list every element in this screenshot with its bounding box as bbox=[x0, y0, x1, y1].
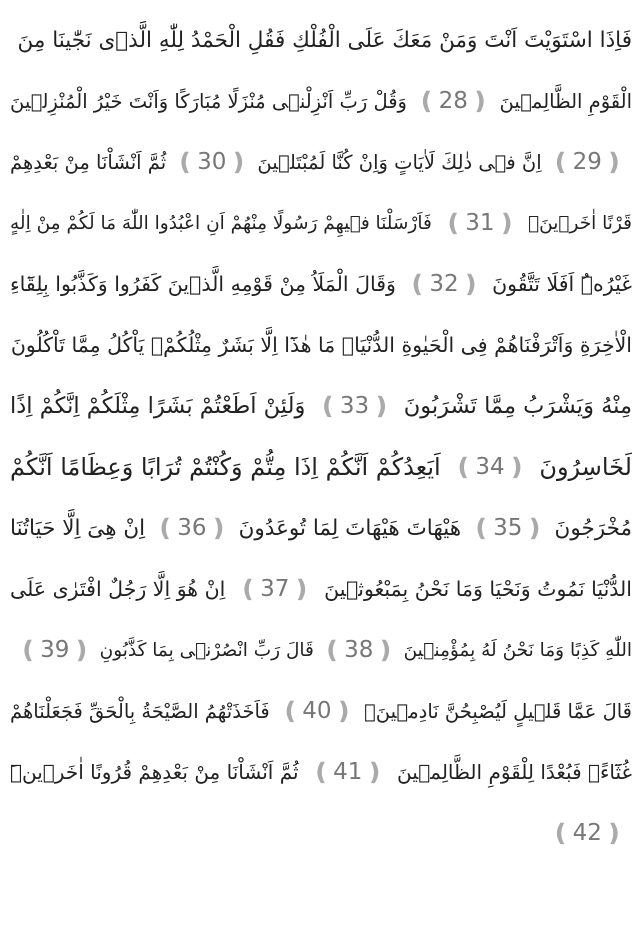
verse-text: مُخْرَجُونَ bbox=[554, 516, 632, 541]
verse-text: ثُمَّ اَنْشَاْنَا مِنْ بَعْدِهِمْ bbox=[10, 151, 167, 174]
text-line bbox=[10, 559, 632, 620]
verse-text: غُثَٓاءًۚ فَبُعْدًا لِلْقَوْمِ الظَّالِمٖينَ bbox=[397, 760, 632, 784]
text-line bbox=[10, 681, 632, 742]
verse-number-marker bbox=[276, 697, 358, 727]
verse-number: 28 bbox=[438, 88, 468, 114]
verse-number: 33 bbox=[339, 393, 370, 419]
verse-number-marker bbox=[449, 453, 531, 483]
ornament-left-icon: ❪ bbox=[471, 514, 492, 542]
verse-text: الْقَوْمِ الظَّالِمٖينَ bbox=[499, 90, 632, 113]
verse-number: 30 bbox=[197, 149, 227, 175]
text-line bbox=[10, 193, 632, 254]
verse-text: الدُّنْيَا نَمُوتُ وَنَحْيَا وَمَا نَحْنُ بِمَبْعُوثٖينَ bbox=[324, 577, 632, 601]
text-line bbox=[10, 132, 632, 193]
verse-number: 39 bbox=[40, 637, 70, 663]
ornament-right-icon: ❫ bbox=[364, 758, 385, 786]
text-line bbox=[10, 254, 632, 315]
verse-number: 41 bbox=[333, 759, 363, 785]
verse-number-marker bbox=[412, 87, 494, 117]
verse-text: فَاَرْسَلْنَا فٖيهِمْ رَسُولًا مِنْهُمْ اَنِ اعْبُدُوا اللّٰهَ مَا لَكُمْ مِنْ اِلٰهٍ bbox=[10, 213, 432, 234]
text-line bbox=[10, 315, 632, 376]
verse-number-marker bbox=[318, 636, 400, 666]
ornament-right-icon: ❫ bbox=[496, 209, 517, 237]
verse-number: 29 bbox=[572, 149, 602, 175]
ornament-right-icon: ❫ bbox=[506, 453, 527, 481]
ornament-right-icon: ❫ bbox=[375, 636, 396, 664]
ornament-left-icon: ❪ bbox=[155, 514, 176, 542]
verse-text: اِنَّ فٖى ذٰلِكَ لَاٰيَاتٍ وَاِنْ كُنَّا لَمُبْتَلٖينَ bbox=[257, 151, 542, 174]
ornament-right-icon: ❫ bbox=[460, 270, 481, 298]
verse-number: 38 bbox=[344, 637, 374, 663]
verse-text: اَيَعِدُكُمْ اَنَّكُمْ اِذَا مِتُّمْ وَكُنْتُمْ تُرَابًا وَعِظَامًا اَنَّكُمْ bbox=[10, 453, 441, 481]
text-line bbox=[10, 376, 632, 437]
verse-text: وَقُلْ رَبِّ اَنْزِلْنٖى مُنْزَلًا مُبَارَكًا وَاَنْتَ خَيْرُ الْمُنْزِلٖينَ bbox=[10, 90, 407, 113]
verse-text: لَخَاسِرُونَ bbox=[539, 453, 632, 481]
text-line bbox=[10, 437, 632, 498]
verse-text: اِنْ هُوَ اِلَّا رَجُلٌ افْتَرٰى عَلَى bbox=[10, 577, 226, 601]
text-line bbox=[10, 620, 632, 681]
text-line bbox=[10, 71, 632, 132]
ornament-right-icon: ❫ bbox=[603, 819, 624, 847]
ornament-right-icon: ❫ bbox=[603, 148, 624, 176]
verse-text: اللّٰهِ كَذِبًا وَمَا نَحْنُ لَهُ بِمُؤْمِنٖينَ bbox=[403, 640, 632, 661]
text-block bbox=[10, 10, 632, 864]
ornament-right-icon: ❫ bbox=[208, 514, 229, 542]
verse-number: 42 bbox=[572, 820, 602, 846]
ornament-left-icon: ❪ bbox=[416, 87, 437, 115]
ornament-left-icon: ❪ bbox=[550, 148, 571, 176]
ornament-left-icon: ❪ bbox=[311, 758, 332, 786]
ornament-left-icon: ❪ bbox=[18, 636, 39, 664]
verse-text: غَيْرُهُۜ اَفَلَا تَتَّقُونَ bbox=[492, 272, 632, 296]
ornament-left-icon: ❪ bbox=[280, 697, 301, 725]
verse-text: قَرْنًا اٰخَرٖينَۚ bbox=[528, 213, 632, 234]
text-line bbox=[10, 742, 632, 803]
text-line bbox=[10, 10, 632, 71]
ornament-left-icon: ❪ bbox=[407, 270, 428, 298]
verse-text: قَالَ رَبِّ انْصُرْنٖى بِمَا كَذَّبُونِ bbox=[99, 640, 314, 661]
verse-number-marker bbox=[151, 514, 233, 544]
verse-text: وَلَئِنْ اَطَعْتُمْ بَشَرًا مِثْلَكُمْ اِنَّكُمْ اِذًا bbox=[10, 393, 306, 419]
ornament-left-icon: ❪ bbox=[322, 636, 343, 664]
verse-text: وَقَالَ الْمَلَاُ مِنْ قَوْمِهِ الَّذٖينَ كَفَرُوا وَكَذَّبُوا بِلِقَٓاءِ bbox=[10, 272, 396, 296]
ornament-left-icon: ❪ bbox=[443, 209, 464, 237]
verse-text: هَيْهَاتَ هَيْهَاتَ لِمَا تُوعَدُونَ bbox=[238, 516, 462, 541]
ornament-right-icon: ❫ bbox=[228, 148, 249, 176]
verse-text: فَاَخَذَتْهُمُ الصَّيْحَةُ بِالْحَقِّ فَجَعَلْنَاهُمْ bbox=[10, 700, 270, 723]
ornament-right-icon: ❫ bbox=[469, 87, 490, 115]
ornament-right-icon: ❫ bbox=[371, 392, 392, 420]
verse-text: مِنْهُ وَيَشْرَبُ مِمَّا تَشْرَبُونَ bbox=[403, 393, 632, 419]
verse-text: ثُمَّ اَنْشَاْنَا مِنْ بَعْدِهِمْ قُرُونًا اٰخَرٖينَۜ bbox=[10, 760, 299, 784]
verse-text: فَاِذَا اسْتَوَيْتَ اَنْتَ وَمَنْ مَعَكَ عَلَى الْفُلْكِ فَقُلِ الْحَمْدُ لِلّٰهِ الَّذٖى نَجّٰينَا مِنَ bbox=[17, 28, 632, 53]
verse-text: قَالَ عَمَّا قَلٖيلٍ لَيُصْبِحُنَّ نَادِمٖينَۚ bbox=[364, 700, 632, 723]
verse-number-marker bbox=[439, 209, 521, 239]
verse-number: 37 bbox=[260, 576, 290, 602]
verse-number-marker bbox=[403, 270, 485, 300]
verse-number-marker bbox=[314, 392, 396, 422]
verse-number-marker bbox=[307, 758, 389, 788]
ornament-left-icon: ❪ bbox=[238, 575, 259, 603]
ornament-left-icon: ❪ bbox=[317, 392, 338, 420]
verse-number: 35 bbox=[493, 515, 523, 541]
ornament-left-icon: ❪ bbox=[550, 819, 571, 847]
verse-number: 34 bbox=[475, 454, 505, 480]
ornament-left-icon: ❪ bbox=[175, 148, 196, 176]
verse-number-marker bbox=[171, 148, 253, 178]
ornament-right-icon: ❫ bbox=[524, 514, 545, 542]
verse-text: الْاٰخِرَةِ وَاَتْرَفْنَاهُمْ فِى الْحَيٰوةِ الدُّنْيَاۙ مَا هٰذَٓا اِلَّا بَشَرٌ مِثْلُكُمْۙ يَاْكُلُ مِمَّا تَاْكُلُونَ bbox=[10, 333, 632, 357]
text-line bbox=[10, 498, 632, 559]
verse-number-marker bbox=[467, 514, 549, 544]
verse-number: 40 bbox=[302, 698, 332, 724]
verse-number: 31 bbox=[465, 210, 495, 236]
ornament-right-icon: ❫ bbox=[333, 697, 354, 725]
verse-text: اِنْ هِىَ اِلَّا حَيَاتُنَا bbox=[10, 516, 146, 541]
verse-number: 36 bbox=[177, 515, 207, 541]
ornament-right-icon: ❫ bbox=[71, 636, 92, 664]
verse-number-marker bbox=[234, 575, 316, 605]
verse-number-marker bbox=[14, 636, 96, 666]
verse-number: 32 bbox=[429, 271, 459, 297]
verse-number-marker bbox=[547, 148, 629, 178]
ornament-right-icon: ❫ bbox=[291, 575, 312, 603]
ornament-left-icon: ❪ bbox=[453, 453, 474, 481]
verse-number-marker bbox=[547, 819, 629, 849]
text-line bbox=[10, 803, 632, 864]
